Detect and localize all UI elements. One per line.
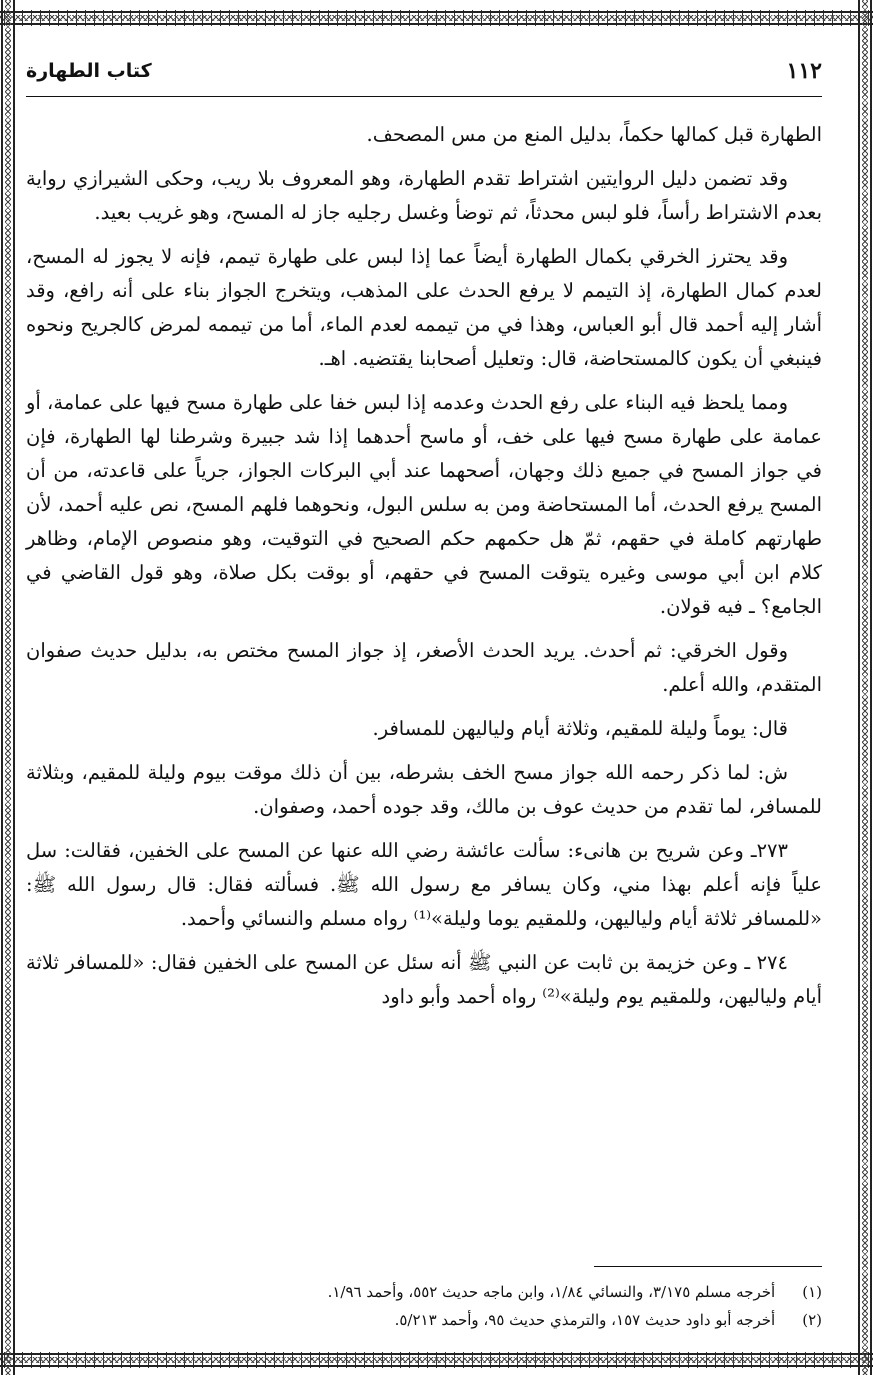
- paragraph: وقد يحترز الخرقي بكمال الطهارة أيضاً عما إذا لبس على طهارة تيمم، فإنه لا يجوز له المسح، لعدم كمال الطهارة، إذ التيمم لا يرفع الحدث على المذهب، ويتخرج الجواز بناء على أنه رافع، وقد أشار إليه أحمد قال أبو العباس، وهذا في من تيممه لعدم الماء، أما من تيممه لمرض كالجريح ونحوه فينبغي أن يكون كالمستحاضة، قال: وتعليل أصحابنا يقتضيه. اهـ.: [26, 245, 822, 370]
- page-header: [26, 58, 822, 90]
- footnote-number: (٢): [802, 1311, 822, 1329]
- footnote-separator: [594, 1266, 822, 1267]
- hadith-paragraph: ٢٧٤ ـ وعن خزيمة بن ثابت عن النبي ﷺ أنه سئل عن المسح على الخفين فقال: «للمسافر ثلاثة أيام ولياليهن، وللمقيم يوم وليلة»⁽²⁾ رواه أحمد وأبو داود: [26, 951, 822, 1008]
- decorative-border-top: [0, 10, 873, 26]
- paragraph: قال: يوماً وليلة للمقيم، وثلاثة أيام ولياليهن للمسافر.: [372, 717, 788, 740]
- decorative-border-right: [857, 0, 873, 1375]
- main-text: [26, 118, 822, 1024]
- footnote-text: أخرجه أبو داود حديث ١٥٧، والترمذي حديث ٩٥، وأحمد ٥/٢١٣.: [394, 1311, 776, 1329]
- decorative-border-bottom: [0, 1352, 873, 1368]
- header-rule: [26, 96, 822, 97]
- paragraph: الطهارة قبل كمالها حكماً، بدليل المنع من مس المصحف.: [366, 123, 822, 146]
- footnotes: [26, 1278, 822, 1334]
- footnote-text: أخرجه مسلم ٣/١٧٥، والنسائي ١/٨٤، وابن ماجه حديث ٥٥٢، وأحمد ١/٩٦.: [327, 1283, 776, 1301]
- book-title: كتاب الطهارة: [26, 60, 152, 82]
- footnote: [26, 1306, 822, 1334]
- paragraph: ومما يلحظ فيه البناء على رفع الحدث وعدمه إذا لبس خفا على طهارة مسح فيها على عمامة، أو عمامة على طهارة مسح فيها على خف، أو ماسح أحدهما إذا شد جبيرة وشرطنا لها الطهارة، فإن في جواز المسح في جميع ذلك وجهان، أصحهما عند أبي البركات الجواز، جرياً على قاعدته، من أن المسح يرفع الحدث، أما المستحاضة ومن به سلس البول، ونحوهما فلهم المسح، نص عليه أحمد، لأن طهارتهم كاملة في حقهم، ثمّ هل حكمهم حكم الصحيح في التوقيت، وهو منصوص الإمام، وظاهر كلام ابن أبي موسى وغيره يتوقت المسح في حقهم، أو بوقت بكل صلاة، وهو قول القاضي في الجامع؟ ـ فيه قولان.: [26, 391, 822, 618]
- footnote: [26, 1278, 822, 1306]
- paragraph: ش: لما ذكر رحمه الله جواز مسح الخف بشرطه، بين أن ذلك موقت بيوم وليلة للمقيم، وبثلاثة للمسافر، لما تقدم من حديث عوف بن مالك، وقد جوده أحمد، وصفوان.: [26, 761, 822, 818]
- decorative-border-left: [0, 0, 16, 1375]
- paragraph: وقول الخرقي: ثم أحدث. يريد الحدث الأصغر، إذ جواز المسح مختص به، بدليل حديث صفوان المتقدم، والله أعلم.: [26, 639, 822, 696]
- hadith-paragraph: ٢٧٣ـ وعن شريح بن هانىء: سألت عائشة رضي الله عنها عن المسح على الخفين، فقالت: سل علياً فإنه أعلم بهذا مني، وكان يسافر مع رسول الله ﷺ. فسألته فقال: قال رسول الله ﷺ: «للمسافر ثلاثة أيام ولياليهن، وللمقيم يوما وليلة»⁽¹⁾ رواه مسلم والنسائي وأحمد.: [26, 839, 822, 930]
- footnote-number: (١): [802, 1283, 822, 1301]
- paragraph: وقد تضمن دليل الروايتين اشتراط تقدم الطهارة، وهو المعروف بلا ريب، وحكى الشيرازي رواية بعدم الاشتراط رأساً، فلو لبس محدثاً، ثم توضأ وغسل رجليه جاز له المسح، وهو غريب بعيد.: [26, 167, 822, 224]
- page-number: ١١٢: [786, 58, 822, 84]
